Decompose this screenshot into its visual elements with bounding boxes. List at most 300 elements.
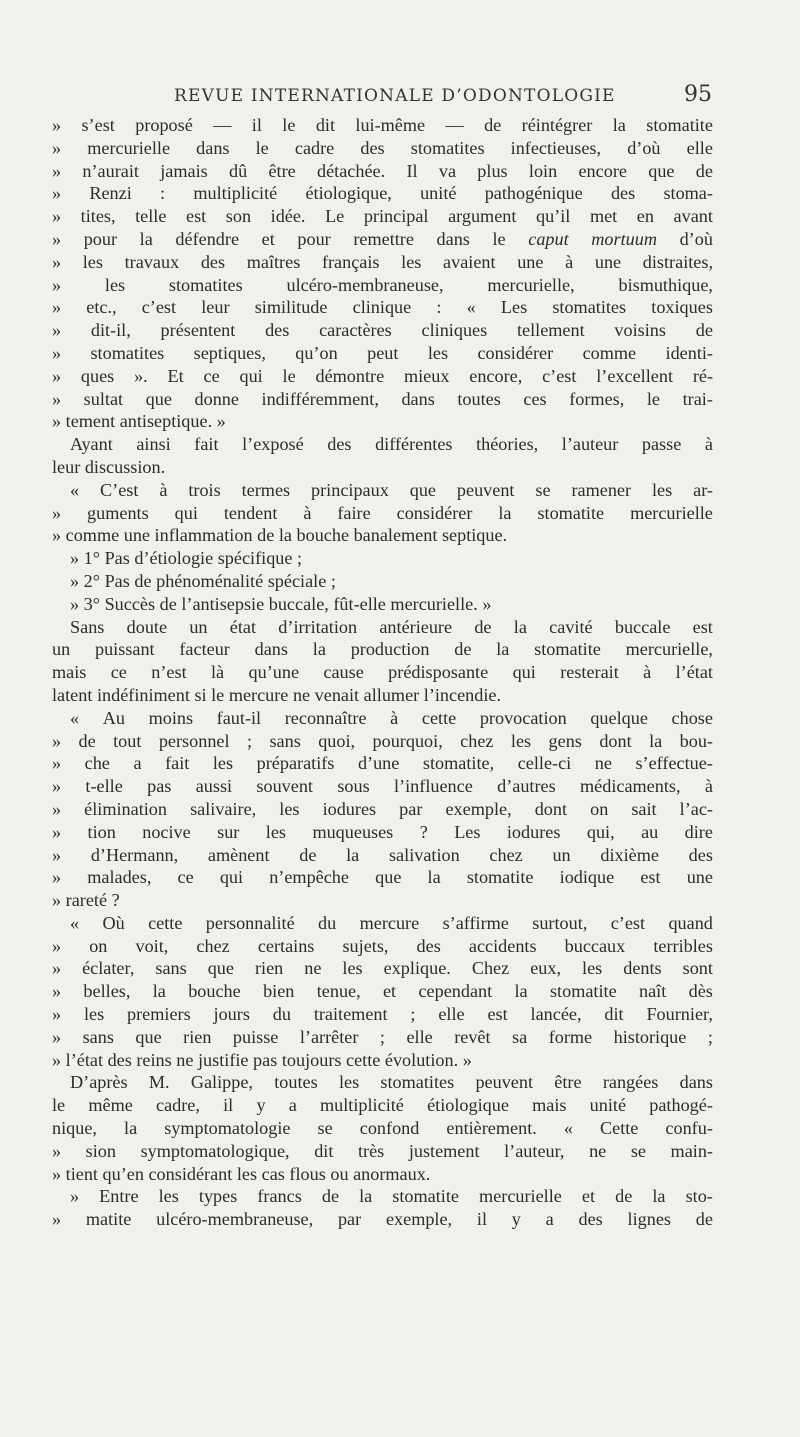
word: revêt: [454, 1026, 491, 1047]
word: idée.: [270, 206, 306, 227]
word: l’auteur: [561, 434, 619, 455]
text-line: [52, 752, 713, 775]
word: d’une: [357, 753, 400, 774]
word: stomatite,: [422, 753, 495, 774]
word: l’état: [65, 1049, 108, 1070]
word: la: [513, 616, 527, 637]
word: chez: [196, 935, 230, 956]
word: la: [498, 502, 512, 523]
word: »: [52, 115, 62, 135]
text-line: [52, 1117, 713, 1140]
word: de: [321, 1186, 340, 1207]
word: cette: [421, 707, 457, 728]
word: peuvent: [475, 1072, 534, 1093]
text-line: [52, 502, 713, 525]
text-line: [52, 388, 713, 411]
word: est: [640, 867, 661, 888]
word: dans: [196, 137, 230, 158]
word: principal: [363, 206, 429, 227]
word: bou-: [679, 730, 713, 751]
word: ques: [80, 365, 115, 386]
word: un: [552, 844, 571, 865]
word: historique: [613, 1026, 687, 1047]
word: n’aurait: [82, 160, 139, 181]
text-line: [52, 593, 713, 616]
word: stomatites: [552, 297, 627, 318]
word: pathogénique: [484, 183, 583, 204]
word: provocation: [479, 707, 567, 728]
text-line: [52, 433, 713, 456]
word: démontre: [315, 365, 385, 386]
word: les: [651, 479, 673, 500]
word: malades,: [87, 867, 152, 888]
word: »: [52, 1163, 66, 1184]
word: pathogé-: [649, 1095, 713, 1116]
text-line: [52, 547, 713, 570]
word: forme: [548, 1026, 593, 1047]
word: «: [70, 479, 80, 500]
word: »: [52, 935, 62, 956]
word: dès: [688, 981, 713, 1002]
word: production: [350, 639, 430, 660]
word: sont: [682, 958, 713, 979]
word: de: [695, 160, 713, 181]
text-line: [52, 524, 713, 547]
word: sa: [512, 1026, 528, 1047]
word: les: [104, 274, 126, 295]
word: l’influence: [394, 776, 473, 797]
word: dans: [401, 388, 435, 409]
word: ?: [111, 890, 120, 911]
word: une: [686, 867, 713, 888]
word: chose: [671, 707, 713, 728]
word: formes,: [569, 388, 625, 409]
word: le: [255, 137, 269, 158]
running-title: REVUE INTERNATIONALE D’ODONTOLOGIE: [174, 86, 616, 106]
word: elle: [686, 137, 713, 158]
word: :: [160, 183, 166, 204]
word: l’incendie.: [423, 684, 502, 705]
word: tout: [113, 730, 142, 751]
text-line: [52, 730, 713, 753]
word: le: [211, 684, 229, 705]
word: un: [189, 616, 208, 637]
word: venait: [314, 684, 364, 705]
word: rangées: [602, 1072, 659, 1093]
word: discussion.: [84, 456, 166, 477]
word: l’exposé: [242, 434, 304, 455]
text-line: [52, 251, 713, 274]
word: surtout,: [532, 912, 588, 933]
word: comme: [65, 525, 124, 546]
word: ce: [110, 662, 127, 683]
word: rien: [254, 958, 284, 979]
word: pas: [147, 776, 172, 797]
word: »: [52, 890, 66, 911]
word: de: [484, 115, 502, 135]
word: facteur: [179, 639, 230, 660]
word: accidents: [468, 935, 537, 956]
word: trai-: [682, 388, 713, 409]
word: cliniques: [421, 320, 488, 341]
word: stomatite: [537, 502, 605, 523]
word: des: [688, 844, 713, 865]
word: stoma-: [663, 183, 713, 204]
word: dont: [534, 798, 568, 819]
word: on: [89, 935, 108, 956]
word: mercurielle: [87, 137, 171, 158]
word: français: [321, 251, 380, 272]
word: l’état: [675, 662, 713, 683]
word: état: [229, 616, 257, 637]
word: stomatite: [392, 1186, 459, 1207]
word: réintégrer: [521, 115, 593, 135]
word: sujets,: [342, 935, 389, 956]
word: naît: [638, 981, 667, 1002]
word: étiologique: [427, 1095, 509, 1116]
word: que: [375, 867, 402, 888]
word: de: [695, 1209, 713, 1230]
word: aussi: [195, 776, 233, 797]
word: »: [52, 1209, 62, 1230]
word: lignes: [627, 1209, 671, 1230]
word: par: [399, 798, 423, 819]
word: dixième: [600, 844, 659, 865]
word: les: [582, 958, 603, 979]
text-line: [52, 798, 713, 821]
word: avant: [673, 206, 713, 227]
word: tient: [65, 1163, 103, 1184]
word: si: [194, 684, 212, 705]
word: la: [312, 639, 326, 660]
word: »: [52, 274, 62, 295]
word: »: [52, 160, 62, 181]
word: confu-: [665, 1118, 713, 1139]
word: des: [360, 137, 385, 158]
word: la: [124, 1118, 138, 1139]
word: indifféremment,: [261, 388, 379, 409]
word: »: [52, 206, 62, 227]
word: fait: [165, 753, 190, 774]
word: faire: [337, 502, 371, 523]
word: détachée.: [317, 160, 386, 181]
word: n’empêche: [269, 867, 349, 888]
word: ».: [134, 365, 148, 386]
word: la: [152, 981, 166, 1002]
word: dit-il,: [90, 320, 131, 341]
word: peut: [367, 342, 399, 363]
word: c’est: [542, 365, 577, 386]
word: ;: [707, 1026, 713, 1047]
word: symptomatologique,: [140, 1140, 290, 1161]
word: donne: [194, 388, 239, 409]
word: ;: [330, 570, 336, 591]
word: tenue,: [316, 981, 361, 1002]
word: est: [692, 616, 713, 637]
word: une: [594, 251, 622, 272]
word: être: [268, 160, 296, 181]
word: différentes: [375, 434, 453, 455]
word: c’est: [141, 297, 177, 318]
text-line: [52, 684, 713, 707]
word: cette: [346, 1049, 385, 1070]
word: de: [615, 1186, 633, 1207]
word: cette: [148, 912, 183, 933]
word: Entre: [99, 1186, 139, 1207]
word: l’excellent: [596, 365, 673, 386]
page-number: 95: [684, 82, 712, 107]
word: toutes: [457, 388, 501, 409]
word: à: [159, 479, 168, 500]
word: Cette: [599, 1118, 639, 1139]
word: un: [52, 639, 71, 660]
word: chez: [460, 730, 494, 751]
word: matite: [85, 1209, 132, 1230]
word: dont: [599, 730, 632, 751]
word: mercurielle: [630, 502, 713, 523]
word: exemple,: [445, 798, 512, 819]
word: que: [207, 958, 234, 979]
word: on: [590, 798, 609, 819]
word: de: [454, 639, 472, 660]
word: éclater,: [82, 958, 135, 979]
body-text: [52, 114, 713, 1231]
word: distraites,: [642, 251, 713, 272]
word: cause: [323, 662, 364, 683]
word: »: [216, 411, 226, 432]
word: se: [535, 479, 551, 500]
text-line: [52, 1071, 713, 1094]
word: flous: [289, 1163, 331, 1184]
word: »: [52, 798, 62, 819]
word: se: [630, 1140, 646, 1161]
word: eux,: [530, 958, 562, 979]
word: unité: [420, 183, 457, 204]
word: qui,: [586, 821, 615, 842]
word: la: [612, 115, 626, 135]
text-line: [52, 479, 713, 502]
word: antérieure: [379, 616, 453, 637]
word: à: [303, 502, 312, 523]
word: et: [382, 981, 397, 1002]
word: toxiques: [651, 297, 713, 318]
word: mercurielle.: [390, 593, 483, 614]
text-line: [52, 1094, 713, 1117]
word: quelque: [590, 707, 648, 728]
word: l’antisepsie: [181, 593, 269, 614]
text-line: [52, 296, 713, 319]
word: «: [70, 912, 80, 933]
text-line: [52, 456, 713, 479]
word: «: [466, 297, 476, 318]
word: qu’en: [102, 1163, 149, 1184]
word: doute: [126, 616, 168, 637]
word: les: [401, 251, 422, 272]
word: a: [133, 753, 142, 774]
word: ce: [203, 365, 220, 386]
word: bien: [263, 981, 295, 1002]
word: va: [438, 160, 457, 181]
word: quoi,: [318, 730, 356, 751]
text-line: [52, 410, 713, 433]
text-line: [52, 1185, 713, 1208]
word: du: [318, 912, 337, 933]
word: amènent: [207, 844, 270, 865]
text-line: [52, 775, 713, 798]
text-line: [52, 821, 713, 844]
word: 3°: [83, 593, 105, 614]
word: la: [427, 867, 441, 888]
word: les: [212, 753, 234, 774]
word: personnel: [158, 730, 230, 751]
word: stomatite: [646, 115, 713, 135]
word: »: [52, 1140, 62, 1161]
word: »: [52, 753, 62, 774]
word: stomatite: [534, 639, 601, 660]
word: sans: [82, 1026, 114, 1047]
word: s’affirme: [442, 912, 509, 933]
word: présentent: [160, 320, 236, 341]
word: n’est: [151, 662, 187, 683]
word: de: [299, 844, 317, 865]
word: ulcéro-membraneuse,: [286, 274, 444, 295]
text-line: [52, 274, 713, 297]
word: considérant: [148, 1163, 237, 1184]
word: de: [695, 320, 713, 341]
word: banalement: [353, 525, 442, 546]
word: caput: [528, 228, 569, 249]
word: par: [337, 1209, 362, 1230]
word: puissant: [94, 639, 155, 660]
word: ;: [297, 548, 303, 569]
text-line: [52, 1208, 713, 1231]
word: Sans: [70, 616, 105, 637]
word: clinique: [352, 297, 412, 318]
word: s’est: [81, 115, 115, 135]
word: et: [581, 1186, 596, 1207]
word: d’étiologie: [134, 548, 218, 569]
word: »: [52, 411, 66, 432]
word: ?: [419, 821, 428, 842]
word: »: [52, 525, 66, 546]
word: sans: [155, 958, 187, 979]
word: fût-elle: [333, 593, 391, 614]
word: des: [200, 251, 226, 272]
word: être: [554, 1072, 582, 1093]
word: Renzi: [89, 183, 132, 204]
word: toujours: [281, 1049, 347, 1070]
word: y: [256, 1095, 266, 1116]
word: —: [213, 115, 232, 135]
word: latent: [52, 684, 97, 705]
word: cadre,: [156, 1095, 200, 1116]
word: D’après: [70, 1072, 128, 1093]
word: Il: [406, 160, 418, 181]
word: dû: [228, 160, 248, 181]
word: à: [704, 434, 713, 455]
word: ;: [379, 1026, 385, 1047]
word: »: [52, 958, 62, 979]
word: sans: [269, 730, 301, 751]
text-line: [52, 1049, 713, 1072]
word: prédisposante: [388, 662, 489, 683]
word: pour: [297, 228, 331, 249]
word: l’auteur,: [504, 1140, 565, 1161]
word: ré-: [692, 365, 713, 386]
word: unité: [589, 1095, 627, 1116]
word: ar-: [693, 479, 713, 500]
word: elle: [406, 1026, 433, 1047]
word: moins: [148, 707, 194, 728]
word: le: [282, 365, 296, 386]
word: lui-même: [355, 115, 426, 135]
text-line: [52, 160, 713, 183]
word: elle: [438, 1004, 465, 1025]
word: sto-: [685, 1186, 713, 1207]
word: celle-ci: [517, 753, 572, 774]
word: »: [52, 821, 62, 842]
word: qu’on: [295, 342, 338, 363]
word: iodures: [506, 821, 561, 842]
text-line: [52, 1163, 713, 1186]
word: «: [563, 1118, 573, 1139]
word: »: [52, 365, 62, 386]
word: multiplicité: [320, 1095, 404, 1116]
word: buccaux: [564, 935, 626, 956]
word: est: [487, 1004, 508, 1025]
word: théories,: [476, 434, 539, 455]
word: C’est: [100, 479, 139, 500]
text-line: [52, 707, 713, 730]
word: »: [482, 593, 492, 614]
word: bouche: [296, 525, 354, 546]
word: les: [427, 342, 449, 363]
word: »: [52, 844, 62, 865]
text-line: [52, 1140, 713, 1163]
word: pas: [253, 1049, 282, 1070]
word: Et: [167, 365, 184, 386]
word: là: [211, 662, 225, 683]
word: les: [158, 1186, 179, 1207]
word: se: [317, 1118, 333, 1139]
word: indéfiniment: [96, 684, 195, 705]
word: sait: [631, 798, 657, 819]
word: sion: [85, 1140, 116, 1161]
word: stomatites: [380, 1072, 455, 1093]
word: les: [82, 251, 103, 272]
word: tion: [87, 821, 116, 842]
word: voit,: [135, 935, 169, 956]
text-line: [52, 638, 713, 661]
word: en: [636, 206, 654, 227]
word: stomatite: [466, 867, 534, 888]
word: même: [88, 1095, 133, 1116]
word: qui: [219, 867, 244, 888]
word: rien: [183, 1026, 212, 1047]
word: tendent: [223, 502, 278, 523]
word: »: [52, 981, 62, 1002]
word: Au: [102, 707, 125, 728]
word: de: [134, 570, 157, 591]
word: les: [265, 821, 287, 842]
word: telle: [135, 206, 167, 227]
word: confond: [359, 1118, 420, 1139]
word: encore: [578, 160, 627, 181]
word: «: [70, 707, 80, 728]
word: stomatite: [549, 981, 617, 1002]
word: traitement: [313, 1004, 388, 1025]
text-line: [52, 1003, 713, 1026]
